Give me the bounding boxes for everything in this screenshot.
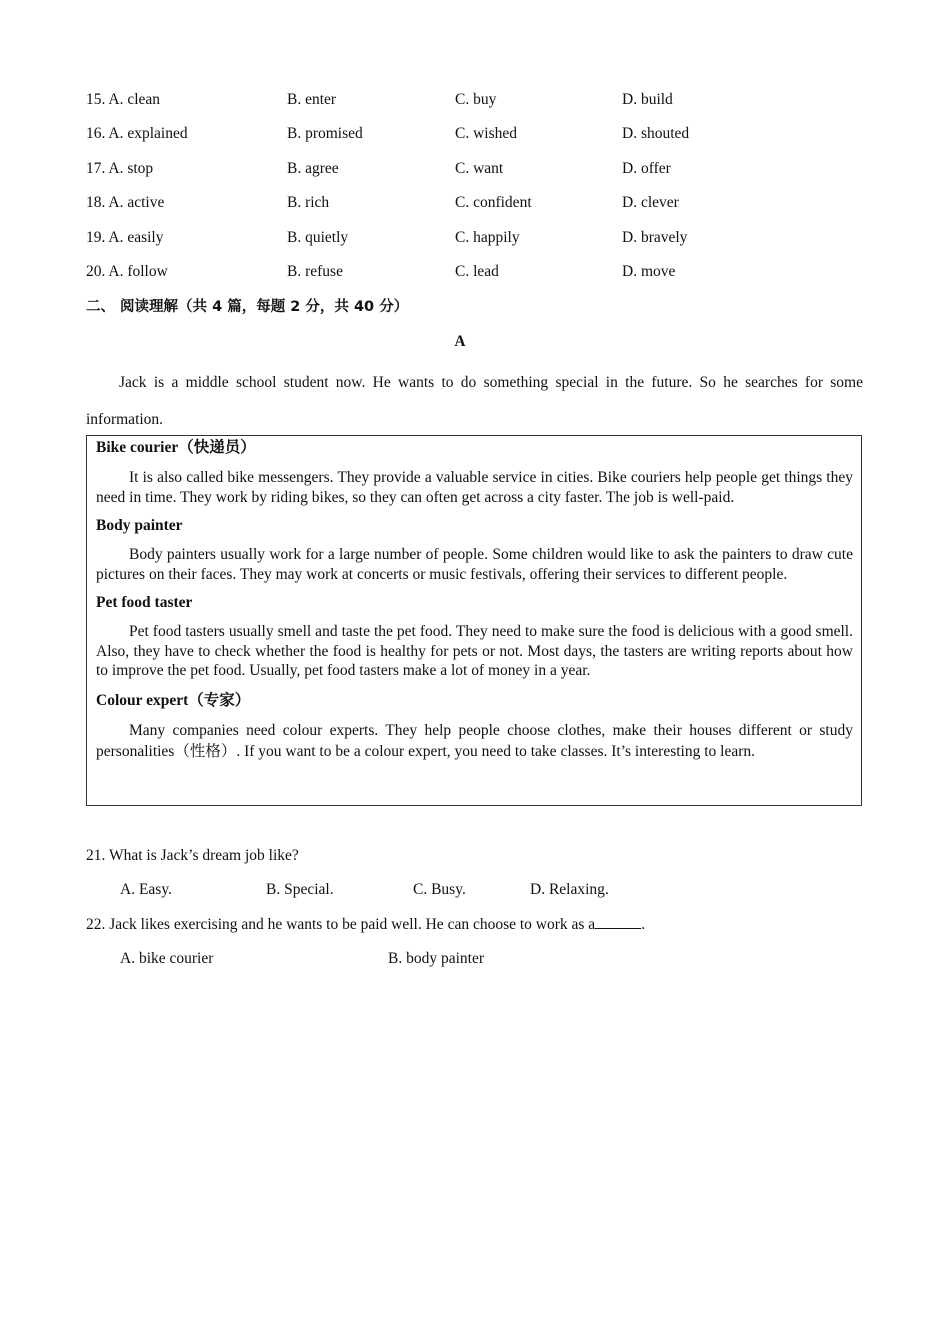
option-a: 18. A. active xyxy=(86,194,165,211)
option-a: 17. A. stop xyxy=(86,160,154,177)
option-c: C. want xyxy=(455,160,504,177)
option-b: B. refuse xyxy=(287,263,343,280)
job-title-pet-food-taster: Pet food taster xyxy=(96,594,193,611)
job-desc-colour-expert: Many companies need colour experts. They help people choose clothes, make their houses different or study personalities（性格）. If you want to be a colour expert, you need to take classes. It’s interesting to learn. xyxy=(96,721,853,760)
passage-label: A xyxy=(454,333,466,350)
option-c: C. wished xyxy=(455,125,517,142)
answer-blank xyxy=(595,914,641,929)
option-a: 16. A. explained xyxy=(86,125,188,142)
job-desc-bike-courier: It is also called bike messengers. They provide a valuable service in cities. Bike couriers help people get things they need in time. They work by riding bikes, so they can often get across a city faster. The job is well-paid. xyxy=(96,469,853,506)
option-c: C. confident xyxy=(455,194,532,211)
job-title-colour-expert: Colour expert（专家） xyxy=(96,691,251,709)
q21-option-a: A. Easy. xyxy=(120,881,172,898)
q21-option-c: C. Busy. xyxy=(413,881,466,898)
jobs-box xyxy=(86,435,862,806)
option-c: C. lead xyxy=(455,263,499,280)
question-22-text: 22. Jack likes exercising and he wants to be paid well. He can choose to work as a xyxy=(86,916,596,933)
question-22 xyxy=(86,914,645,936)
option-d: D. shouted xyxy=(622,125,690,142)
option-c: C. happily xyxy=(455,229,520,246)
option-b: B. agree xyxy=(287,160,339,177)
option-d: D. offer xyxy=(622,160,671,177)
option-a: 15. A. clean xyxy=(86,91,161,108)
option-d: D. clever xyxy=(622,194,679,211)
option-d: D. bravely xyxy=(622,229,688,246)
job-title-body-painter: Body painter xyxy=(96,517,183,534)
q21-option-b: B. Special. xyxy=(266,881,334,898)
job-desc-body-painter: Body painters usually work for a large number of people. Some children would like to ask the painters to draw cute pictures on their faces. They may work at concerts or music festivals, offering their services to different people. xyxy=(96,546,853,583)
question-22-end: . xyxy=(641,916,646,933)
section-heading: 二、 阅读理解（共 4 篇，每题 2 分，共 40 分） xyxy=(86,299,409,315)
q21-option-d: D. Relaxing. xyxy=(530,881,609,898)
option-d: D. move xyxy=(622,263,676,280)
option-a: 19. A. easily xyxy=(86,229,164,246)
q22-option-b: B. body painter xyxy=(388,950,484,967)
option-d: D. build xyxy=(622,91,673,108)
option-a: 20. A. follow xyxy=(86,263,168,280)
option-b: B. quietly xyxy=(287,229,349,246)
question-21: 21. What is Jack’s dream job like? xyxy=(86,847,299,864)
passage-intro: Jack is a middle school student now. He wants to do something special in the future. So he searches for some information. xyxy=(86,374,863,428)
q22-option-a: A. bike courier xyxy=(120,950,214,967)
option-b: B. promised xyxy=(287,125,363,142)
job-desc-pet-food-taster: Pet food tasters usually smell and taste the pet food. They need to make sure the food is delicious with a good smell. Also, they have to check whether the food is healthy for pets or not. Most days, the tasters are writing reports about how to improve the pet food. Usually, pet food tasters make a lot of money in a year. xyxy=(96,623,853,679)
option-b: B. enter xyxy=(287,91,337,108)
option-c: C. buy xyxy=(455,91,497,108)
job-title-bike-courier: Bike courier（快递员） xyxy=(96,439,256,456)
option-b: B. rich xyxy=(287,194,330,211)
